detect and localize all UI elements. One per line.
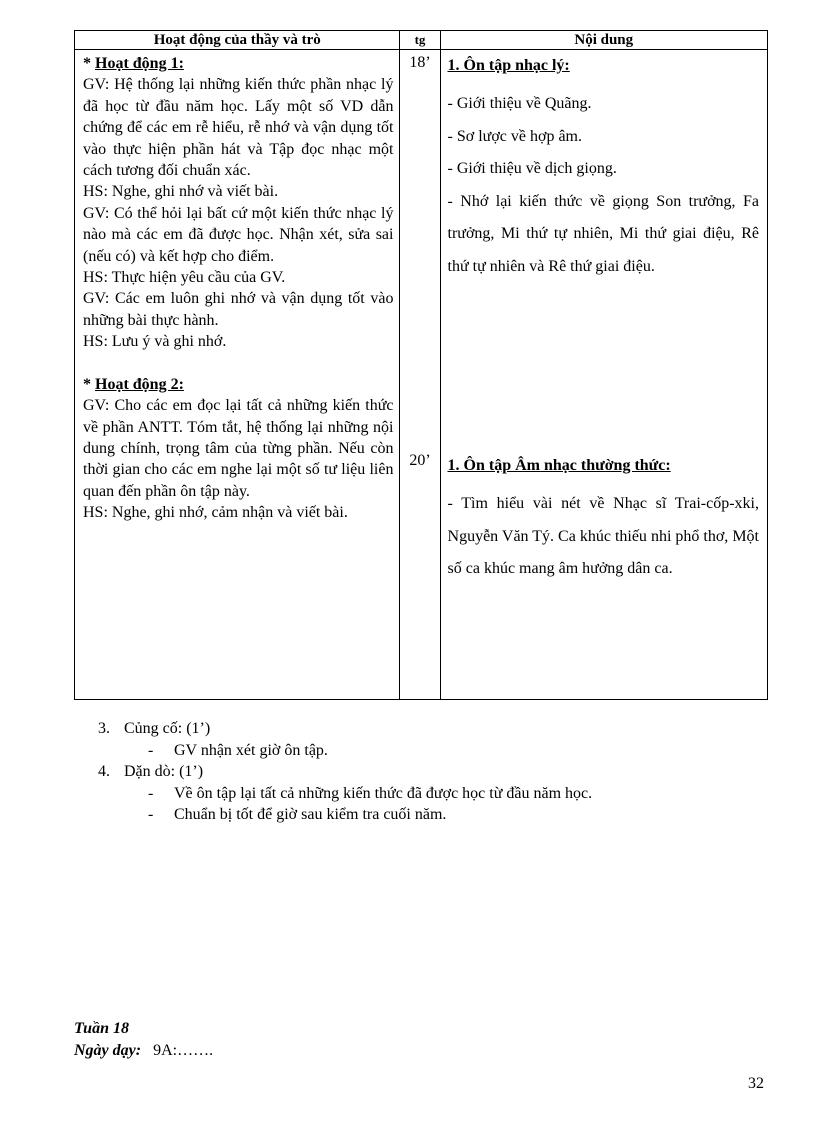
content-2-item: - Tìm hiểu vài nét về Nhạc sĩ Trai-cốp-xki, Nguyễn Văn Tý. Ca khúc thiếu nhi phổ thơ, Một số ca khúc mang âm hưởng dân ca. <box>447 495 759 577</box>
week-line <box>74 1018 213 1040</box>
activity-1-line: HS: Nghe, ghi nhớ và viết bài. <box>83 183 279 201</box>
bullet: - <box>148 741 154 759</box>
table-body-row <box>75 50 768 700</box>
homework-item <box>98 783 592 805</box>
activity-1-time: 18’ <box>409 54 431 71</box>
bullet: - <box>148 806 154 823</box>
spacer <box>83 353 393 374</box>
content-1-item: - Nhớ lại kiến thức về giọng Son trưởng, Fa trưởng, Mi thứ tự nhiên, Mi thứ giai điệu, Rê thứ tự nhiên và Rê thứ giai điệu. <box>447 192 759 275</box>
consolidation-number: 3. <box>98 720 110 737</box>
homework-item-text: Chuẩn bị tốt để giờ sau kiểm tra cuối năm. <box>174 806 447 823</box>
activity-1-line: HS: Lưu ý và ghi nhớ. <box>83 333 227 351</box>
activity-2-line: GV: Cho các em đọc lại tất cả những kiến thức về phần ANTT. Tóm tắt, hệ thống lại những nội dung chính, trọng tâm của từng phần. Nếu còn thời gian cho các em nghe lại một số tư liệu liên quan đến phần ôn tập này. <box>83 397 394 500</box>
content-1-item: - Giới thiệu về Quãng. <box>447 95 592 112</box>
content-section-2 <box>448 454 759 586</box>
table-header-row <box>75 31 768 50</box>
consolidation-heading <box>98 718 592 740</box>
time-cell <box>400 50 440 700</box>
activity-1-line: GV: Có thể hỏi lại bất cứ một kiến thức nhạc lý nào mà các em đã được học. Nhận xét, sửa sai (nếu có) và kết hợp cho điểm. <box>83 204 394 265</box>
homework-heading <box>98 761 592 783</box>
activity-2-time: 20’ <box>409 452 431 469</box>
date-label: Ngày dạy: <box>74 1042 142 1059</box>
activity-1-heading <box>83 53 393 74</box>
activity-2-title: Hoạt động 2: <box>95 375 184 393</box>
consolidation-item-text: GV nhận xét giờ ôn tập. <box>174 741 328 759</box>
homework-item <box>98 804 592 826</box>
week-label: Tuần 18 <box>74 1020 129 1037</box>
activity-1-title: Hoạt động 1: <box>95 55 184 72</box>
activity-1-star: * <box>83 55 95 72</box>
activity-1-line: GV: Các em luôn ghi nhớ và vận dụng tốt vào những bài thực hành. <box>83 290 394 329</box>
content-section-1 <box>448 54 759 283</box>
homework-title: Dặn dò: (1’) <box>124 763 204 780</box>
header-content: Nội dung <box>440 31 767 50</box>
homework-number: 4. <box>98 763 110 780</box>
page-number: 32 <box>748 1075 764 1092</box>
activity-2-heading <box>83 374 393 395</box>
lesson-plan-table <box>74 30 768 700</box>
consolidation-title: Củng cố: (1’) <box>124 720 211 737</box>
content-1-item: - Giới thiệu về dịch giọng. <box>447 160 617 177</box>
activity-1-line: HS: Thực hiện yêu cầu của GV. <box>83 269 286 287</box>
content-2-title: 1. Ôn tập Âm nhạc thường thức: <box>447 457 671 474</box>
after-table-section <box>98 718 592 826</box>
activity-2-line: HS: Nghe, ghi nhớ, cảm nhận và viết bài. <box>83 504 348 522</box>
homework-item-text: Về ôn tập lại tất cả những kiến thức đã được học từ đầu năm học. <box>174 784 593 802</box>
bullet: - <box>148 784 154 802</box>
date-line <box>74 1040 213 1062</box>
activity-2-star: * <box>83 375 95 393</box>
date-value: 9A:……. <box>153 1042 214 1059</box>
activities-cell <box>75 50 400 700</box>
lesson-footer <box>74 1018 213 1062</box>
header-activities: Hoạt động của thầy và trò <box>75 31 400 50</box>
header-time: tg <box>400 31 440 50</box>
content-1-title: 1. Ôn tập nhạc lý: <box>447 57 570 74</box>
content-cell <box>440 50 767 700</box>
activity-1-line: GV: Hệ thống lại những kiến thức phần nhạc lý đã học từ đầu năm học. Lấy một số VD dẫn chứng để các em rễ hiểu, rễ nhớ và vận dụng tốt vào thực hiện phần hát và Tập đọc nhạc một cách tương đối chuẩn xác. <box>83 76 394 180</box>
consolidation-item <box>98 740 592 762</box>
content-1-item: - Sơ lược về hợp âm. <box>447 127 582 145</box>
